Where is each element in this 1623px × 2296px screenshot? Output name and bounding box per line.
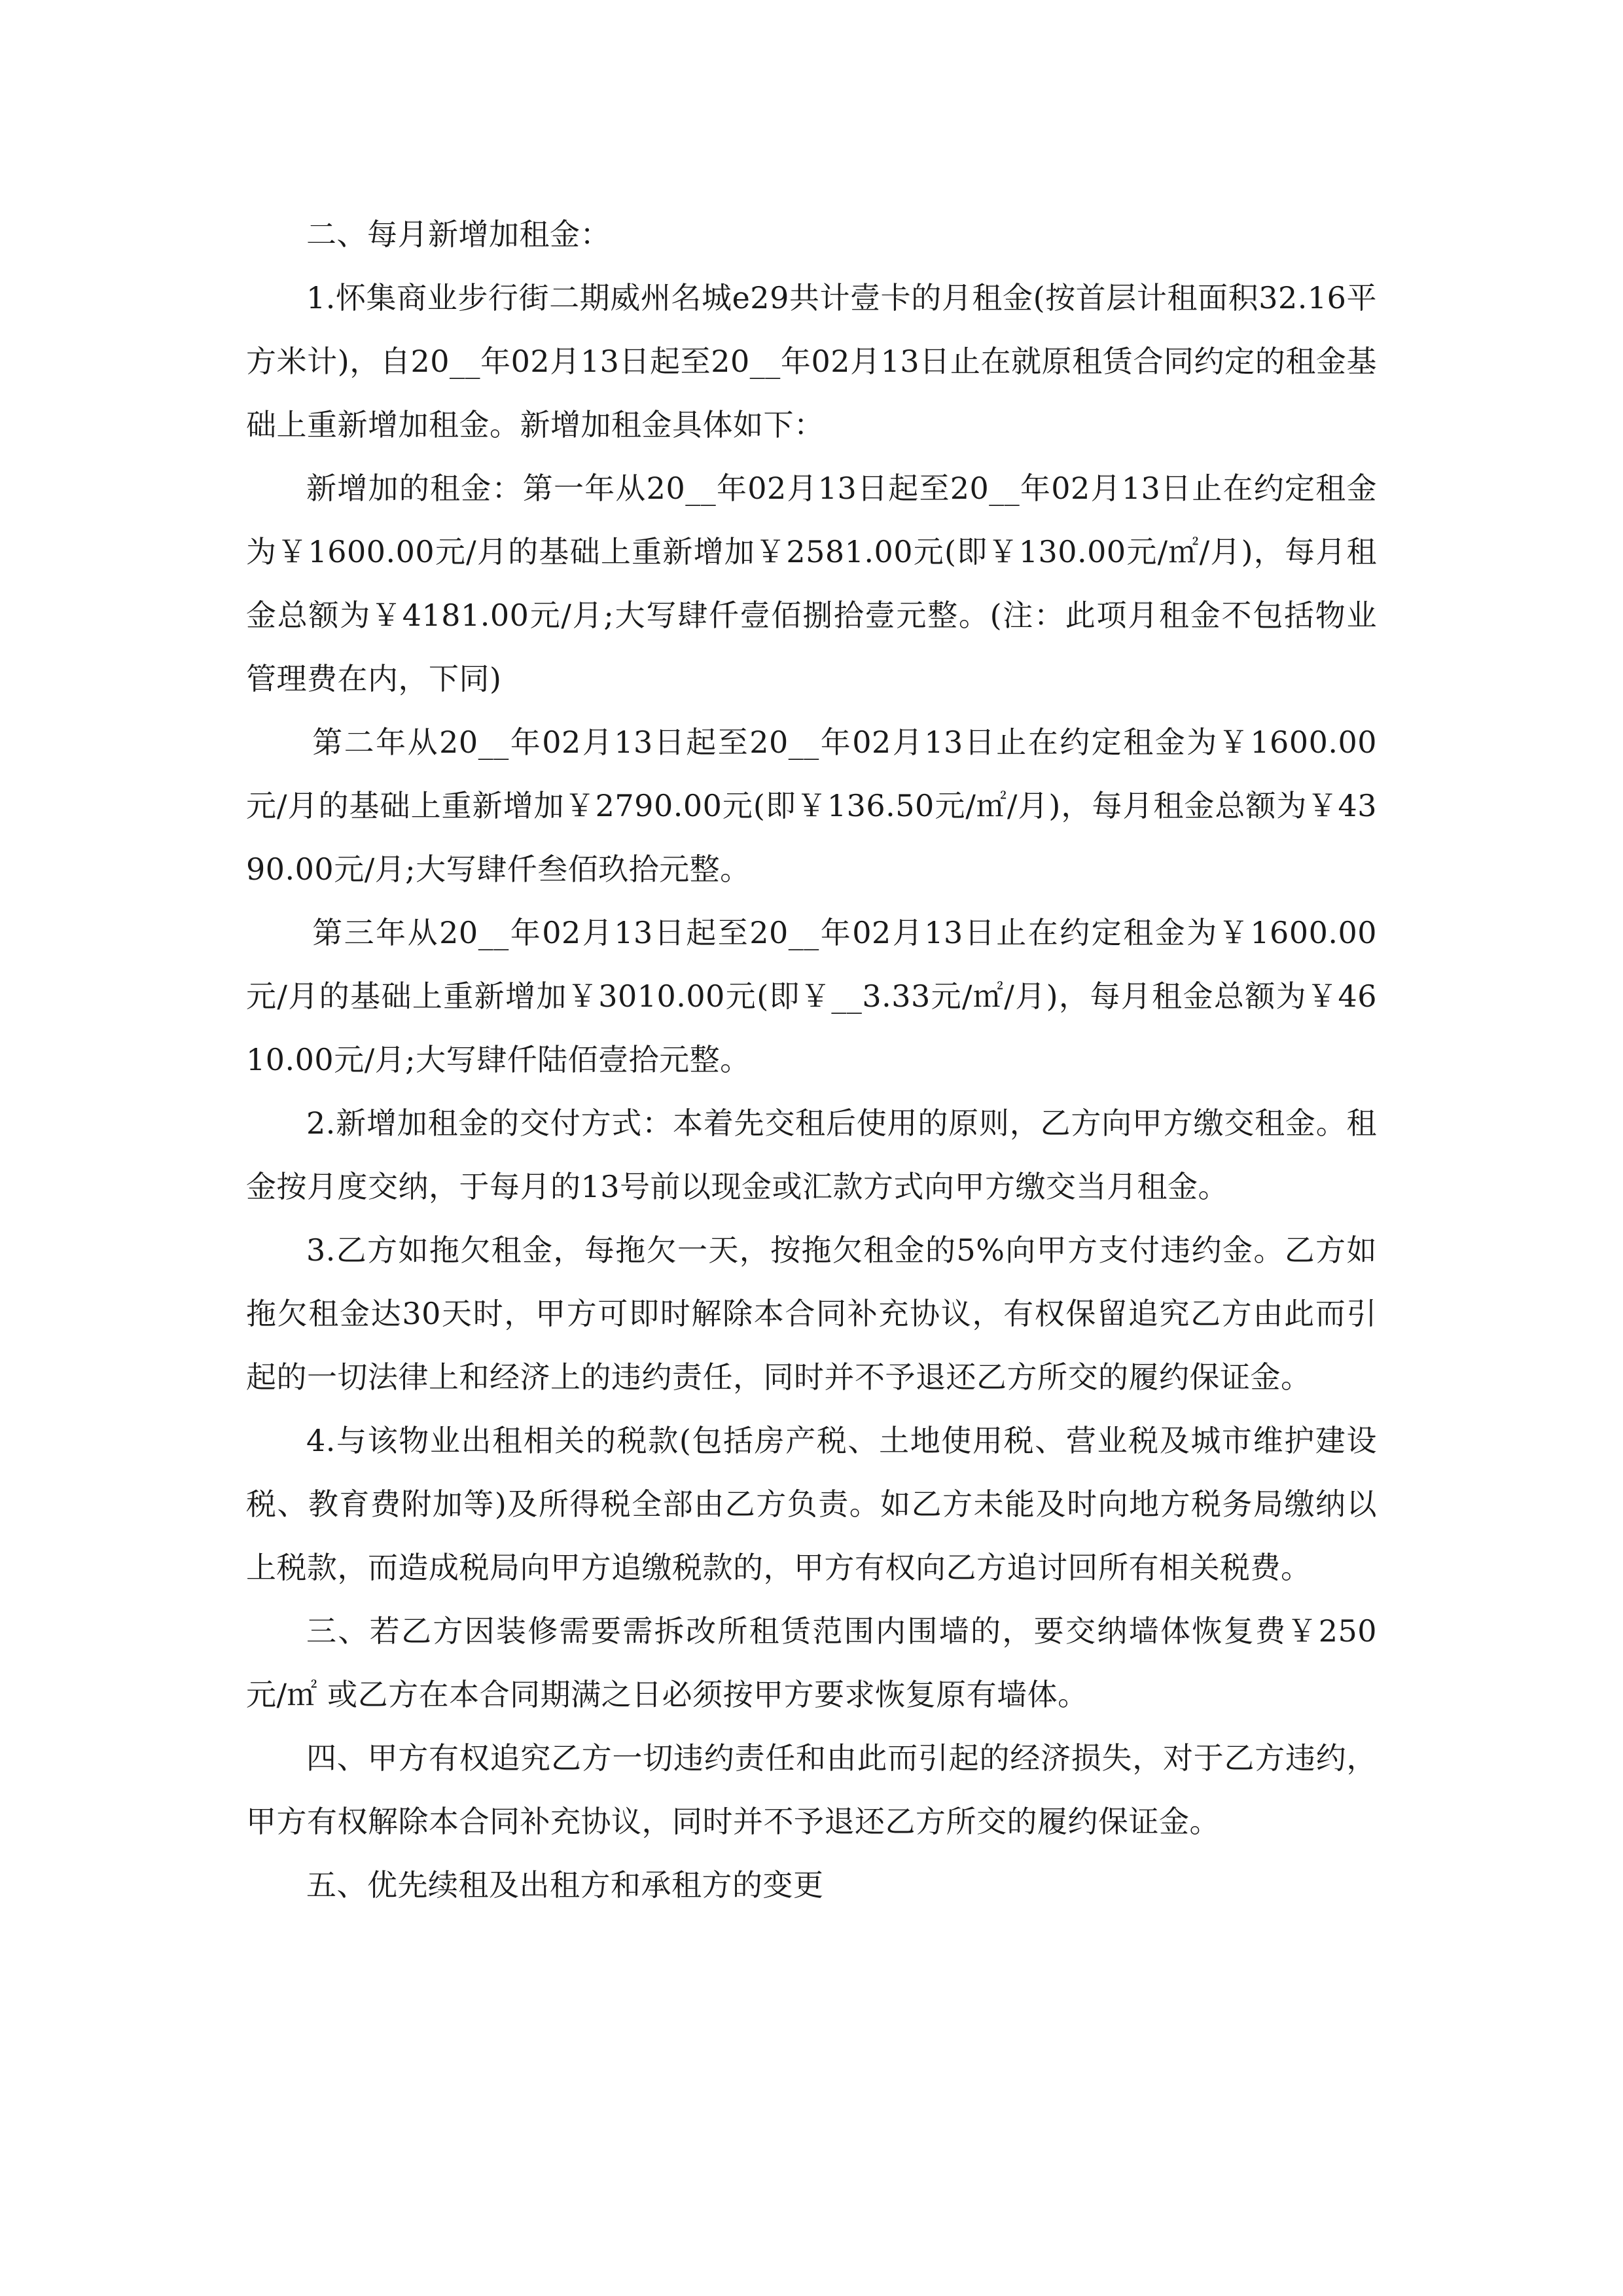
clause-3-late-payment: 3.乙方如拖欠租金，每拖欠一天，按拖欠租金的5%向甲方支付违约金。乙方如拖欠租金达30天时，甲方可即时解除本合同补充协议，有权保留追究乙方由此而引起的一切法律上和经济上的违约责任，同时并不予退还乙方所交的履约保证金。 bbox=[246, 1232, 1377, 1395]
clause-4-taxes: 4.与该物业出租相关的税款(包括房产税、土地使用税、营业税及城市维护建设税、教育费附加等)及所得税全部由乙方负责。如乙方未能及时向地方税务局缴纳以上税款，而造成税局向甲方追缴税款的，甲方有权向乙方追讨回所有相关税费。 bbox=[246, 1423, 1377, 1585]
clause-2-payment-method: 2.新增加租金的交付方式：本着先交租后使用的原则，乙方向甲方缴交租金。租金按月度交纳，于每月的13号前以现金或汇款方式向甲方缴交当月租金。 bbox=[246, 1105, 1377, 1204]
document-body bbox=[246, 203, 1377, 1917]
section-4-breach: 四、甲方有权追究乙方一切违约责任和由此而引起的经济损失，对于乙方违约，甲方有权解除本合同补充协议，同时并不予退还乙方所交的履约保证金。 bbox=[246, 1740, 1377, 1839]
section-5-heading: 五、优先续租及出租方和承租方的变更 bbox=[306, 1867, 824, 1903]
rent-year-1: 新增加的租金：第一年从20__年02月13日起至20__年02月13日止在约定租金为￥1600.00元/月的基础上重新增加￥2581.00元(即￥130.00元/㎡/月)，每月租金总额为￥4181.00元/月;大写肆仟壹佰捌拾壹元整。(注：此项月租金不包括物业管理费在内，下同) bbox=[246, 471, 1377, 696]
clause-1-rent-overview: 1.怀集商业步行街二期威州名城e29共计壹卡的月租金(按首层计租面积32.16平方米计)，自20__年02月13日起至20__年02月13日止在就原租赁合同约定的租金基础上重新增加租金。新增加租金具体如下： bbox=[246, 280, 1377, 442]
rent-year-2: 第二年从20__年02月13日起至20__年02月13日止在约定租金为￥1600.00元/月的基础上重新增加￥2790.00元(即￥136.50元/㎡/月)，每月租金总额为￥4390.00元/月;大写肆仟叁佰玖拾元整。 bbox=[246, 725, 1377, 887]
section-heading-monthly-rent: 二、每月新增加租金： bbox=[306, 217, 611, 252]
rent-year-3: 第三年从20__年02月13日起至20__年02月13日止在约定租金为￥1600.00元/月的基础上重新增加￥3010.00元(即￥__3.33元/㎡/月)，每月租金总额为￥4610.00元/月;大写肆仟陆佰壹拾元整。 bbox=[246, 915, 1377, 1077]
section-3-wall-restoration: 三、若乙方因装修需要需拆改所租赁范围内围墙的，要交纳墙体恢复费￥250元/㎡ 或乙方在本合同期满之日必须按甲方要求恢复原有墙体。 bbox=[246, 1613, 1377, 1712]
